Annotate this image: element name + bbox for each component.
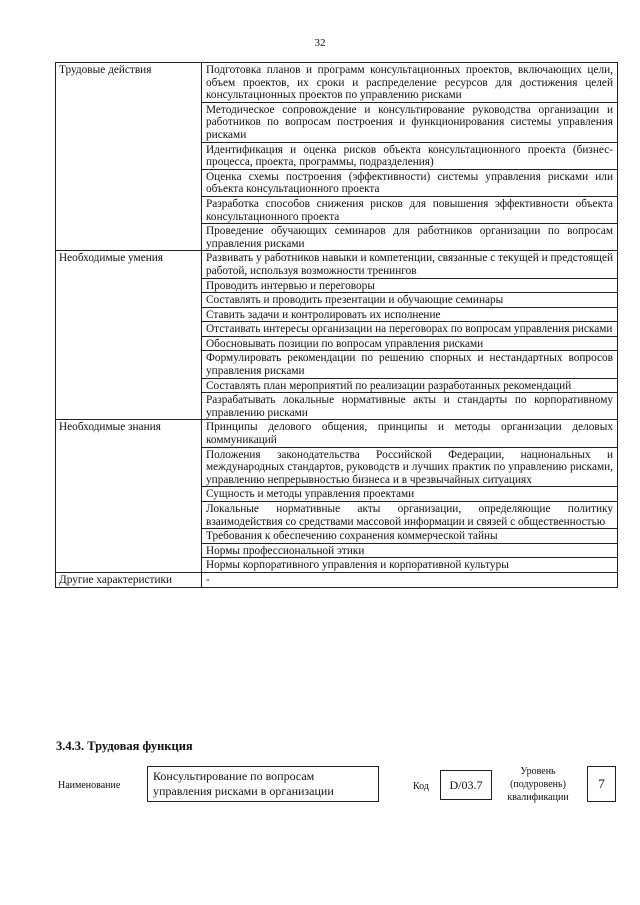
table-cell: Развивать у работников навыки и компетенции, связанные с текущей и предстоящей работой, используя возможности тренингов: [202, 251, 618, 278]
table-cell: Разработка способов снижения рисков для повышения эффективности объекта консультационного проекта: [202, 196, 618, 223]
table-cell: Формулировать рекомендации по решению спорных и нестандартных вопросов управления рисками: [202, 351, 618, 378]
table-cell: Оценка схемы построения (эффективности) системы управления рисками или объекта консультационного проекта: [202, 169, 618, 196]
table-row: [56, 420, 618, 447]
table-row: [56, 63, 618, 103]
name-label: Наименование: [58, 780, 121, 791]
code-label: Код: [413, 781, 429, 792]
table-cell: Положения законодательства Российской Федерации, национальных и международных стандартов, руководств и лучших практик по управлению рисками, управлению непрерывностью бизнеса и в чрезвычайных ситуациях: [202, 447, 618, 487]
section-label: Трудовые действия: [56, 63, 202, 251]
table-cell: -: [202, 572, 618, 587]
table-cell: Разрабатывать локальные нормативные акты и стандарты по корпоративному управлению рисками: [202, 393, 618, 420]
table-cell: Идентификация и оценка рисков объекта консультационного проекта (бизнес-процесса, проекта, программы, подразделения): [202, 142, 618, 169]
requirements-table: [55, 62, 618, 588]
table-cell: Подготовка планов и программ консультационных проектов, включающих цели, объем проектов, их сроки и распределение ресурсов для достижения целей консультационных проектов по управлению рисками: [202, 63, 618, 103]
table-cell: Составлять план мероприятий по реализации разработанных рекомендаций: [202, 378, 618, 393]
page-number: 32: [314, 37, 326, 49]
table-cell: Локальные нормативные акты организации, определяющие политику взаимодействия со средствами массовой информации и связей с общественностью: [202, 502, 618, 529]
table-cell: Методическое сопровождение и консультирование руководства организации и работников по вопросам построения и функционирования системы управления рисками: [202, 102, 618, 142]
table-row: [56, 251, 618, 278]
code-value-box: D/03.7: [440, 770, 492, 800]
table-cell: Сущность и методы управления проектами: [202, 487, 618, 502]
table-cell: Нормы корпоративного управления и корпоративной культуры: [202, 558, 618, 573]
table-cell: Ставить задачи и контролировать их исполнение: [202, 307, 618, 322]
table-cell: Требования к обеспечению сохранения коммерческой тайны: [202, 529, 618, 544]
table-cell: Составлять и проводить презентации и обучающие семинары: [202, 293, 618, 308]
table-cell: Обосновывать позиции по вопросам управления рисками: [202, 336, 618, 351]
section-label: Необходимые умения: [56, 251, 202, 420]
section-label: Необходимые знания: [56, 420, 202, 573]
table-cell: Проводить интервью и переговоры: [202, 278, 618, 293]
qualification-level-box: 7: [587, 766, 616, 802]
table-row: [56, 572, 618, 587]
table-cell: Принципы делового общения, принципы и методы организации деловых коммуникаций: [202, 420, 618, 447]
table-cell: Проведение обучающих семинаров для работников организации по вопросам управления рисками: [202, 224, 618, 251]
table-cell: Нормы профессиональной этики: [202, 543, 618, 558]
section-title: 3.4.3. Трудовая функция: [56, 739, 193, 753]
name-value-box: Консультирование по вопросам управления рисками в организации: [147, 766, 379, 802]
table-cell: Отстаивать интересы организации на переговорах по вопросам управления рисками: [202, 322, 618, 337]
section-label: Другие характеристики: [56, 572, 202, 587]
qualification-level-label: Уровень (подуровень) квалификации: [507, 766, 569, 803]
